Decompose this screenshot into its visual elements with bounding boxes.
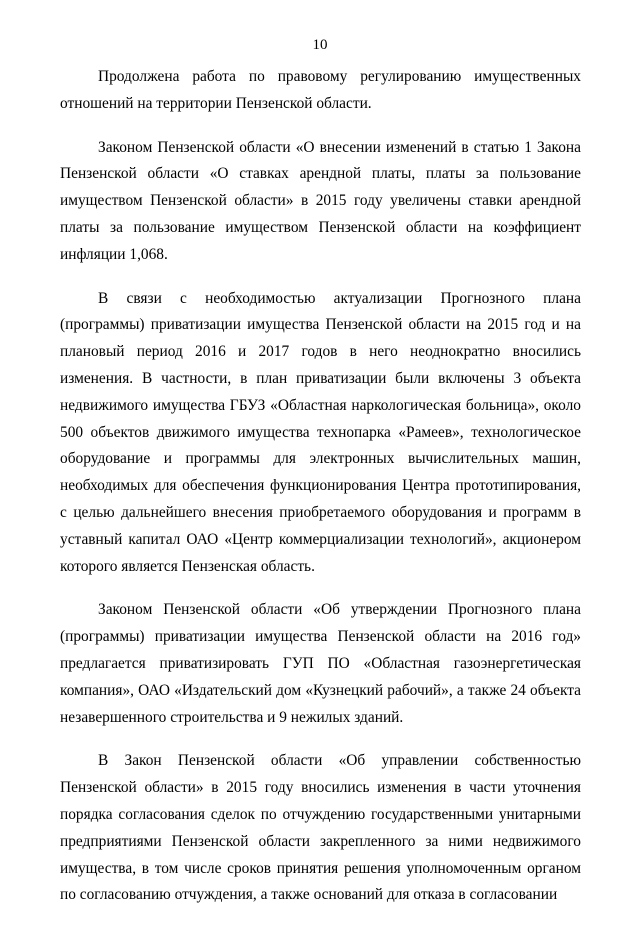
paragraph-property-regulation: Продолжена работа по правовому регулированию имущественных отношений на территории Пензенской области. (60, 68, 581, 112)
paragraph-privatization-plan-2015: В связи с необходимостью актуализации Прогнозного плана (программы) приватизации имущества Пензенской области на 2015 год и на плановый период 2016 и 2017 годов в него неоднократно вносились изменения. В частности, в план приватизации были включены 3 объекта недвижимого имущества ГБУЗ «Областная наркологическая больница», около 500 объектов движимого имущества технопарка «Рамеев», технологическое оборудование и программы для электронных вычислительных машин, необходимых для обеспечения функционирования Центра прототипирования, с целью дальнейшего внесения приобретаемого оборудования и программ в уставный капитал ОАО «Центр коммерциализации технологий», акционером которого является Пензенская область. (60, 289, 581, 575)
paragraph-privatization-plan-2016: Законом Пензенской области «Об утверждении Прогнозного плана (программы) приватизации имущества Пензенской области на 2016 год» предлагается приватизировать ГУП ПО «Областная газоэнергетическая компания», ОАО «Издательский дом «Кузнецкий рабочий», а также 24 объекта незавершенного строительства и 9 нежилых зданий. (60, 601, 581, 726)
paragraph-property-management-law: В Закон Пензенской области «Об управлении собственностью Пензенской области» в 2015 году вносились изменения в части уточнения порядка согласования сделок по отчуждению государственными унитарными предприятиями Пензенской области закрепленного за ними недвижимого имущества, в том числе сроков принятия решения уполномоченным органом по согласованию отчуждения, а также оснований для отказа в согласовании (60, 752, 581, 904)
document-body (60, 64, 581, 926)
paragraph-rent-rates-law: Законом Пензенской области «О внесении изменений в статью 1 Закона Пензенской области «О ставках арендной платы, платы за пользование имуществом Пензенской области» в 2015 году увеличены ставки арендной платы за пользование имуществом Пензенской области на коэффициент инфляции 1,068. (60, 138, 581, 263)
page-number: 10 (312, 37, 328, 53)
